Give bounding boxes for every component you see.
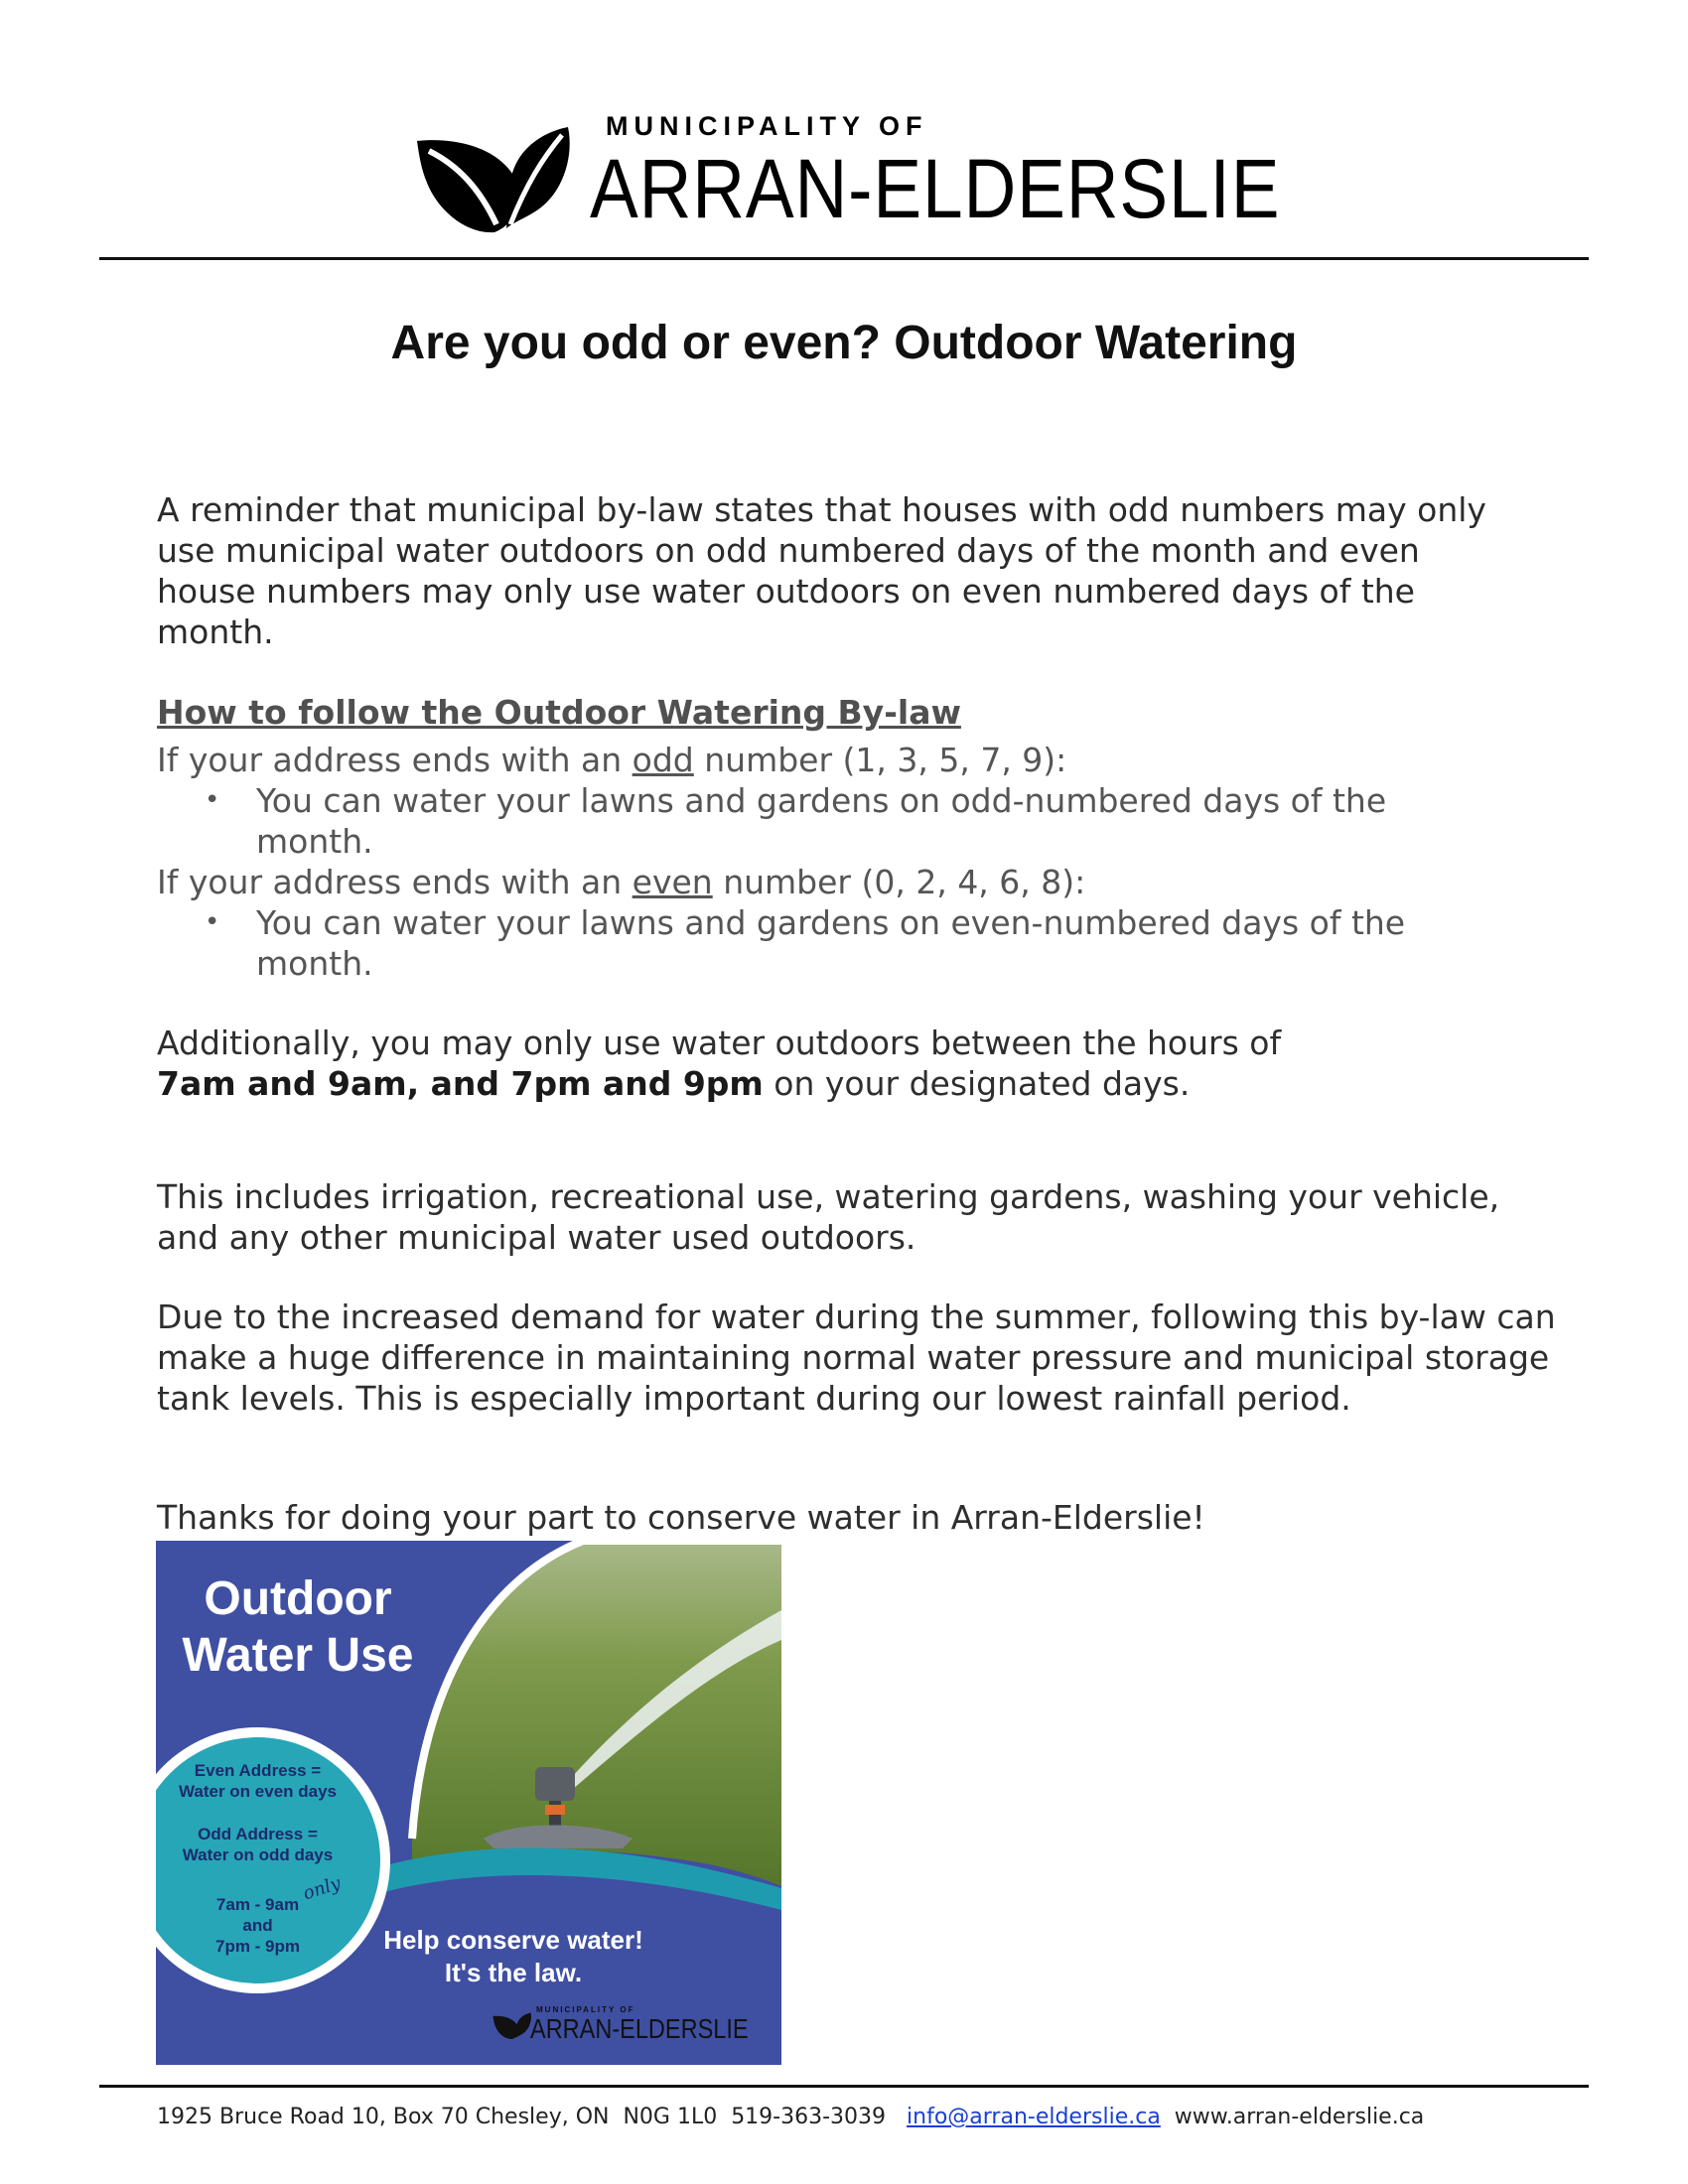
header-divider (99, 257, 1589, 260)
watering-rules (157, 740, 1547, 984)
hours-times: 7am and 9am, and 7pm and 9pm (157, 1064, 764, 1103)
poster-leaf-icon (492, 2011, 532, 2041)
footer-divider (99, 2085, 1589, 2088)
footer-address: 1925 Bruce Road 10, Box 70 Chesley, ON N0G 1L0 519-363-3039 (157, 2105, 908, 2129)
poster-odd-rule: Odd Address = Water on odd days (182, 1825, 334, 1864)
poster-hours: 7am - 9am and 7pm - 9pm (214, 1895, 301, 1956)
even-rule-line: If your address ends with an even number (0, 2, 4, 6, 8): (157, 863, 1086, 901)
poster-even-rule: Even Address = Water on even days (178, 1761, 338, 1801)
footer-website: www.arran-elderslie.ca (1160, 2105, 1425, 2129)
even-rule-bullet: • You can water your lawns and gardens on even-numbered days of the month. (256, 902, 1507, 984)
footer-email-link[interactable]: info@arran-elderslie.ca (907, 2105, 1161, 2129)
leaf-logo-icon (415, 125, 574, 236)
odd-rule-line: If your address ends with an odd number (1, 3, 5, 7, 9): (157, 741, 1067, 779)
poster-cta: Help conserve water! It's the law. (383, 1925, 643, 1987)
footer-contact (157, 2105, 1424, 2129)
odd-rule-bullet: • You can water your lawns and gardens on odd-numbered days of the month. (256, 780, 1507, 862)
hours-line: 7am and 9am, and 7pm and 9pm on your designated days. (157, 1064, 1191, 1103)
outdoor-water-use-poster (156, 1541, 781, 2065)
org-name: ARRAN-ELDERSLIE (590, 142, 1281, 235)
demand-paragraph: Due to the increased demand for water during the summer, following this by-law can make a huge difference in maintaining normal water pressure and municipal storage tank levels. This is especially important during our lowest rainfall period. (157, 1297, 1556, 1418)
howto-heading: How to follow the Outdoor Watering By-law (157, 693, 961, 732)
odd-word: odd (632, 741, 694, 779)
even-word: even (632, 863, 713, 901)
odd-rule-list (157, 780, 1547, 862)
includes-paragraph: This includes irrigation, recreational use, watering gardens, washing your vehicle, and any other municipal water used outdoors. (157, 1177, 1500, 1257)
org-prefix: MUNICIPALITY OF (606, 111, 928, 141)
poster-logo: MUNICIPALITY OF ARRAN-ELDERSLIE (479, 1999, 767, 2051)
poster-only-note: only (300, 1872, 344, 1905)
hours-paragraph (157, 1023, 1547, 1104)
even-rule-list (157, 902, 1547, 984)
intro-paragraph: A reminder that municipal by-law states that houses with odd numbers may only use municipal water outdoors on odd numbered days of the month and even house numbers may only use water outdoors on even numbered days of the month. (157, 490, 1486, 651)
page-title: Are you odd or even? Outdoor Watering (390, 317, 1298, 369)
letterhead-logo (415, 107, 1281, 235)
hours-lead: Additionally, you may only use water outdoors between the hours of (157, 1024, 1282, 1062)
thanks-paragraph: Thanks for doing your part to conserve water in Arran-Elderslie! (157, 1498, 1205, 1537)
poster-title: Outdoor Water Use (182, 1572, 414, 1682)
